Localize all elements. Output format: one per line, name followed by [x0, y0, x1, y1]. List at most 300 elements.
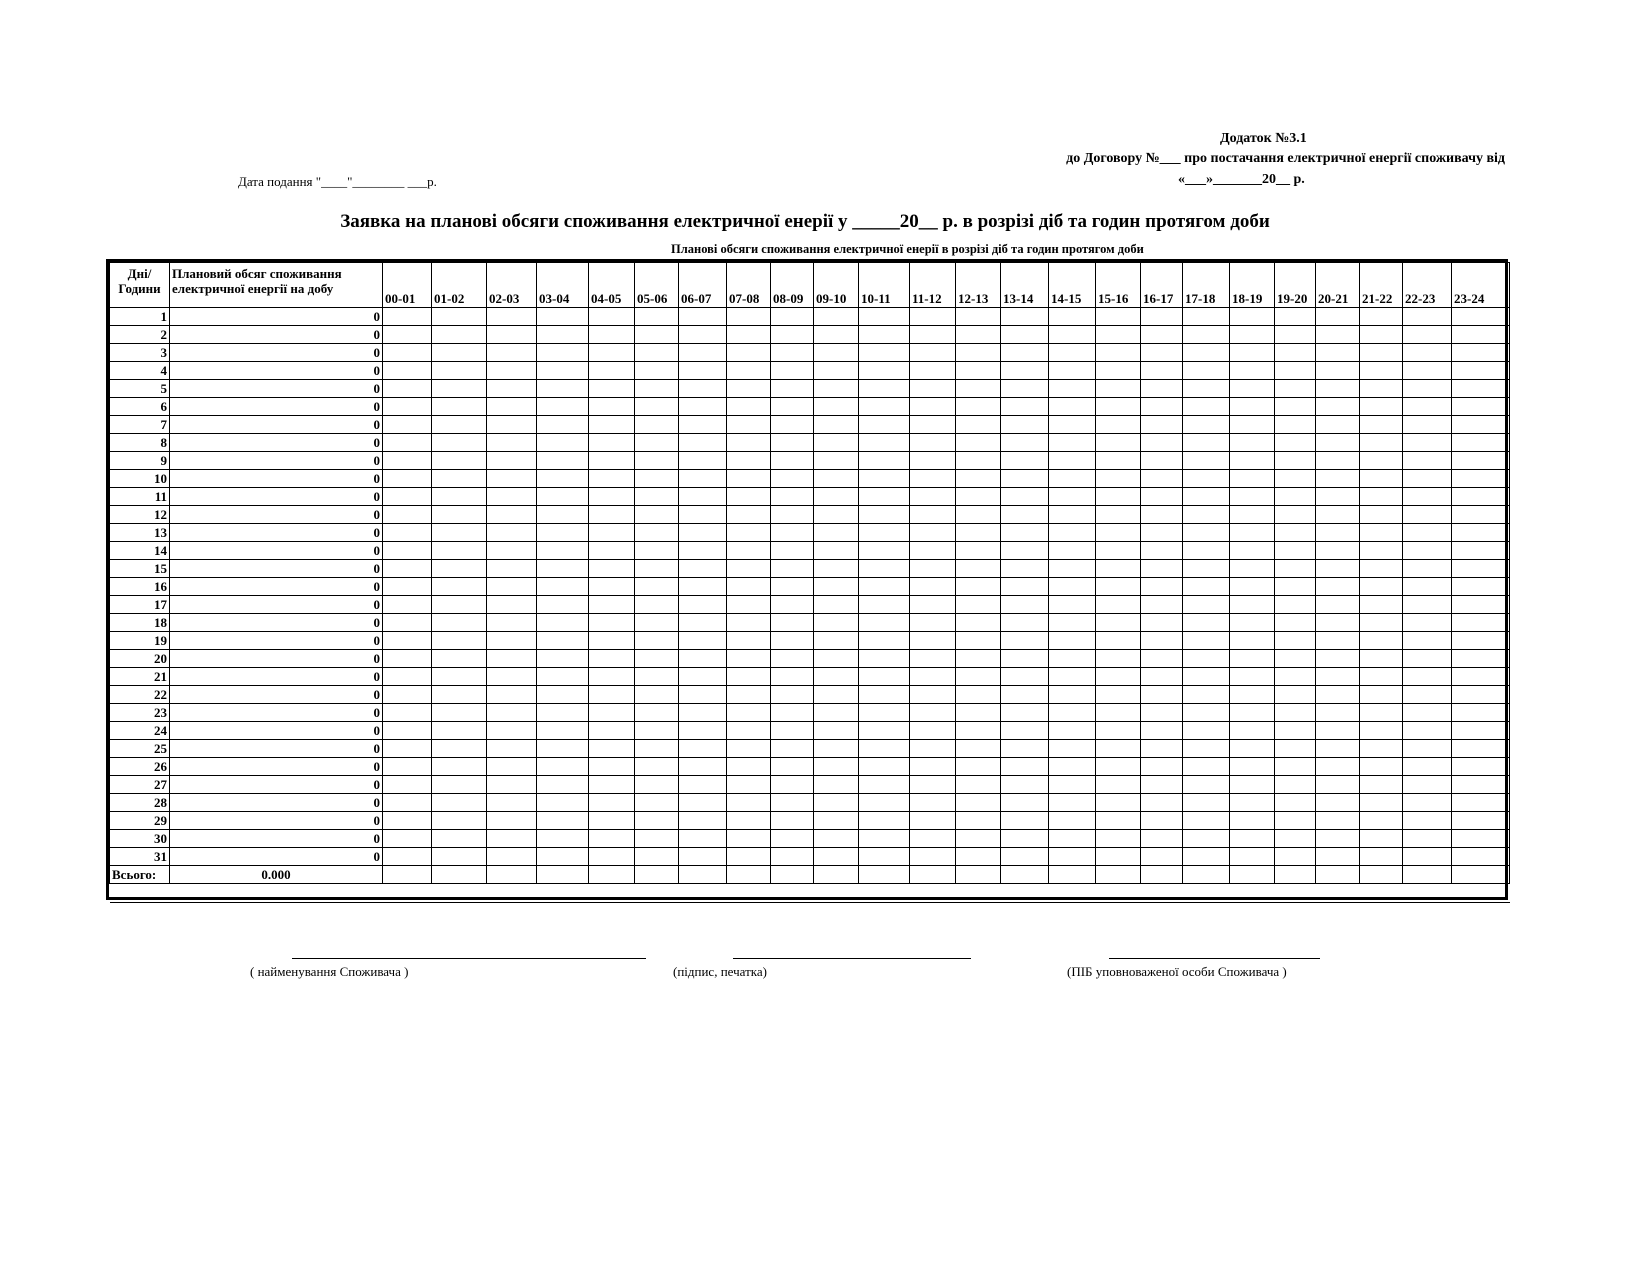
hourly-volume-cell[interactable]: [1230, 524, 1275, 542]
hourly-volume-cell[interactable]: [1230, 380, 1275, 398]
hourly-volume-cell[interactable]: [1275, 470, 1316, 488]
hourly-volume-cell[interactable]: [727, 578, 771, 596]
hourly-volume-cell[interactable]: [635, 398, 679, 416]
hourly-volume-cell[interactable]: [383, 704, 432, 722]
hourly-volume-cell[interactable]: [432, 686, 487, 704]
hourly-volume-cell[interactable]: [956, 416, 1001, 434]
hourly-volume-cell[interactable]: [727, 470, 771, 488]
hourly-volume-cell[interactable]: [859, 452, 910, 470]
hourly-volume-cell[interactable]: [432, 758, 487, 776]
hourly-volume-cell[interactable]: [679, 452, 727, 470]
hourly-volume-cell[interactable]: [1096, 686, 1141, 704]
hourly-volume-cell[interactable]: [1360, 416, 1403, 434]
hourly-volume-cell[interactable]: [1316, 560, 1360, 578]
hourly-volume-cell[interactable]: [1452, 506, 1510, 524]
hourly-volume-cell[interactable]: [910, 614, 956, 632]
hourly-volume-cell[interactable]: [1316, 308, 1360, 326]
hourly-volume-cell[interactable]: [727, 668, 771, 686]
hourly-volume-cell[interactable]: [679, 362, 727, 380]
hourly-volume-cell[interactable]: [1360, 308, 1403, 326]
hourly-volume-cell[interactable]: [1403, 506, 1452, 524]
hourly-volume-cell[interactable]: [910, 362, 956, 380]
hourly-volume-cell[interactable]: [1049, 488, 1096, 506]
hourly-volume-cell[interactable]: [771, 776, 814, 794]
hourly-volume-cell[interactable]: [814, 596, 859, 614]
hourly-volume-cell[interactable]: [1452, 614, 1510, 632]
hourly-volume-cell[interactable]: [537, 470, 589, 488]
hourly-volume-cell[interactable]: [1275, 308, 1316, 326]
hourly-volume-cell[interactable]: [383, 542, 432, 560]
hourly-volume-cell[interactable]: [1360, 362, 1403, 380]
hourly-volume-cell[interactable]: [727, 308, 771, 326]
hourly-volume-cell[interactable]: [771, 542, 814, 560]
daily-volume-cell[interactable]: 0: [170, 776, 383, 794]
hourly-volume-cell[interactable]: [679, 704, 727, 722]
hourly-volume-cell[interactable]: [487, 776, 537, 794]
hourly-volume-cell[interactable]: [1452, 362, 1510, 380]
hourly-volume-cell[interactable]: [635, 722, 679, 740]
hourly-volume-cell[interactable]: [432, 326, 487, 344]
hourly-volume-cell[interactable]: [910, 506, 956, 524]
hourly-volume-cell[interactable]: [727, 740, 771, 758]
hourly-volume-cell[interactable]: [1183, 722, 1230, 740]
hourly-volume-cell[interactable]: [1096, 308, 1141, 326]
hourly-volume-cell[interactable]: [771, 578, 814, 596]
hourly-volume-cell[interactable]: [1001, 344, 1049, 362]
hourly-volume-cell[interactable]: [383, 776, 432, 794]
hourly-volume-cell[interactable]: [771, 308, 814, 326]
hourly-volume-cell[interactable]: [814, 506, 859, 524]
hourly-volume-cell[interactable]: [1452, 398, 1510, 416]
hourly-volume-cell[interactable]: [727, 812, 771, 830]
hourly-volume-cell[interactable]: [383, 830, 432, 848]
hourly-volume-cell[interactable]: [1183, 416, 1230, 434]
hourly-volume-cell[interactable]: [635, 686, 679, 704]
hourly-volume-cell[interactable]: [1096, 344, 1141, 362]
hourly-volume-cell[interactable]: [859, 704, 910, 722]
hourly-volume-cell[interactable]: [910, 416, 956, 434]
hourly-volume-cell[interactable]: [910, 776, 956, 794]
hourly-volume-cell[interactable]: [727, 596, 771, 614]
hourly-volume-cell[interactable]: [537, 758, 589, 776]
hourly-volume-cell[interactable]: [589, 542, 635, 560]
hourly-volume-cell[interactable]: [1183, 848, 1230, 866]
hourly-volume-cell[interactable]: [1001, 794, 1049, 812]
hourly-volume-cell[interactable]: [1316, 758, 1360, 776]
hourly-volume-cell[interactable]: [1230, 650, 1275, 668]
hourly-volume-cell[interactable]: [383, 380, 432, 398]
daily-volume-cell[interactable]: 0: [170, 830, 383, 848]
hourly-volume-cell[interactable]: [383, 812, 432, 830]
hourly-volume-cell[interactable]: [1230, 308, 1275, 326]
daily-volume-cell[interactable]: 0: [170, 434, 383, 452]
hourly-volume-cell[interactable]: [432, 632, 487, 650]
hourly-volume-cell[interactable]: [679, 668, 727, 686]
hourly-volume-cell[interactable]: [956, 776, 1001, 794]
hourly-volume-cell[interactable]: [1001, 560, 1049, 578]
hourly-volume-cell[interactable]: [814, 434, 859, 452]
hourly-volume-cell[interactable]: [383, 758, 432, 776]
hourly-volume-cell[interactable]: [1403, 740, 1452, 758]
hourly-volume-cell[interactable]: [910, 596, 956, 614]
hourly-volume-cell[interactable]: [956, 632, 1001, 650]
hourly-volume-cell[interactable]: [727, 524, 771, 542]
hourly-volume-cell[interactable]: [1316, 848, 1360, 866]
hourly-volume-cell[interactable]: [1049, 722, 1096, 740]
hourly-volume-cell[interactable]: [1452, 740, 1510, 758]
daily-volume-cell[interactable]: 0: [170, 614, 383, 632]
hourly-volume-cell[interactable]: [727, 830, 771, 848]
hourly-volume-cell[interactable]: [910, 704, 956, 722]
hourly-volume-cell[interactable]: [1096, 326, 1141, 344]
hourly-volume-cell[interactable]: [1403, 722, 1452, 740]
hourly-volume-cell[interactable]: [1230, 704, 1275, 722]
hourly-volume-cell[interactable]: [1049, 704, 1096, 722]
hourly-volume-cell[interactable]: [537, 596, 589, 614]
hourly-volume-cell[interactable]: [727, 776, 771, 794]
hourly-volume-cell[interactable]: [814, 560, 859, 578]
hourly-volume-cell[interactable]: [1316, 650, 1360, 668]
hourly-volume-cell[interactable]: [1452, 380, 1510, 398]
hourly-volume-cell[interactable]: [814, 614, 859, 632]
hourly-volume-cell[interactable]: [1452, 722, 1510, 740]
hourly-volume-cell[interactable]: [859, 848, 910, 866]
hourly-volume-cell[interactable]: [1360, 740, 1403, 758]
hourly-volume-cell[interactable]: [771, 830, 814, 848]
hourly-volume-cell[interactable]: [1360, 758, 1403, 776]
hourly-volume-cell[interactable]: [1183, 308, 1230, 326]
hourly-volume-cell[interactable]: [1183, 758, 1230, 776]
hourly-volume-cell[interactable]: [1141, 326, 1183, 344]
hourly-volume-cell[interactable]: [1275, 650, 1316, 668]
hourly-volume-cell[interactable]: [432, 344, 487, 362]
hourly-volume-cell[interactable]: [1403, 488, 1452, 506]
hourly-volume-cell[interactable]: [1230, 344, 1275, 362]
hourly-volume-cell[interactable]: [635, 794, 679, 812]
hourly-volume-cell[interactable]: [910, 632, 956, 650]
hourly-volume-cell[interactable]: [1452, 758, 1510, 776]
hourly-volume-cell[interactable]: [487, 578, 537, 596]
hourly-volume-cell[interactable]: [859, 596, 910, 614]
hourly-volume-cell[interactable]: [859, 326, 910, 344]
hourly-volume-cell[interactable]: [1183, 362, 1230, 380]
hourly-volume-cell[interactable]: [589, 578, 635, 596]
hourly-volume-cell[interactable]: [383, 722, 432, 740]
hourly-volume-cell[interactable]: [1316, 416, 1360, 434]
hourly-volume-cell[interactable]: [1452, 470, 1510, 488]
hourly-volume-cell[interactable]: [727, 758, 771, 776]
daily-volume-cell[interactable]: 0: [170, 416, 383, 434]
hourly-volume-cell[interactable]: [1141, 488, 1183, 506]
hourly-volume-cell[interactable]: [1183, 614, 1230, 632]
hourly-volume-cell[interactable]: [1141, 776, 1183, 794]
daily-volume-cell[interactable]: 0: [170, 794, 383, 812]
hourly-volume-cell[interactable]: [1096, 452, 1141, 470]
hourly-volume-cell[interactable]: [814, 380, 859, 398]
hourly-volume-cell[interactable]: [1275, 560, 1316, 578]
hourly-volume-cell[interactable]: [910, 722, 956, 740]
hourly-volume-cell[interactable]: [771, 470, 814, 488]
hourly-volume-cell[interactable]: [1141, 596, 1183, 614]
hourly-volume-cell[interactable]: [956, 650, 1001, 668]
hourly-volume-cell[interactable]: [432, 362, 487, 380]
hourly-volume-cell[interactable]: [1096, 614, 1141, 632]
hourly-volume-cell[interactable]: [1096, 794, 1141, 812]
hourly-volume-cell[interactable]: [814, 812, 859, 830]
hourly-volume-cell[interactable]: [1001, 416, 1049, 434]
hourly-volume-cell[interactable]: [1049, 380, 1096, 398]
hourly-volume-cell[interactable]: [1316, 380, 1360, 398]
hourly-volume-cell[interactable]: [487, 488, 537, 506]
hourly-volume-cell[interactable]: [383, 794, 432, 812]
hourly-volume-cell[interactable]: [1275, 380, 1316, 398]
hourly-volume-cell[interactable]: [859, 650, 910, 668]
hourly-volume-cell[interactable]: [1049, 560, 1096, 578]
hourly-volume-cell[interactable]: [1275, 596, 1316, 614]
hourly-volume-cell[interactable]: [537, 722, 589, 740]
hourly-volume-cell[interactable]: [589, 668, 635, 686]
hourly-volume-cell[interactable]: [910, 326, 956, 344]
hourly-volume-cell[interactable]: [1452, 686, 1510, 704]
hourly-volume-cell[interactable]: [1403, 830, 1452, 848]
hourly-volume-cell[interactable]: [814, 308, 859, 326]
hourly-volume-cell[interactable]: [1141, 506, 1183, 524]
hourly-volume-cell[interactable]: [1452, 560, 1510, 578]
hourly-volume-cell[interactable]: [859, 524, 910, 542]
hourly-volume-cell[interactable]: [589, 524, 635, 542]
hourly-volume-cell[interactable]: [383, 632, 432, 650]
hourly-volume-cell[interactable]: [432, 722, 487, 740]
hourly-volume-cell[interactable]: [432, 398, 487, 416]
hourly-volume-cell[interactable]: [771, 560, 814, 578]
hourly-volume-cell[interactable]: [814, 776, 859, 794]
daily-volume-cell[interactable]: 0: [170, 578, 383, 596]
hourly-volume-cell[interactable]: [1403, 632, 1452, 650]
hourly-volume-cell[interactable]: [814, 578, 859, 596]
hourly-volume-cell[interactable]: [635, 614, 679, 632]
hourly-volume-cell[interactable]: [635, 344, 679, 362]
hourly-volume-cell[interactable]: [537, 614, 589, 632]
hourly-volume-cell[interactable]: [432, 452, 487, 470]
hourly-volume-cell[interactable]: [635, 308, 679, 326]
hourly-volume-cell[interactable]: [1049, 794, 1096, 812]
hourly-volume-cell[interactable]: [1001, 650, 1049, 668]
hourly-volume-cell[interactable]: [1316, 722, 1360, 740]
hourly-volume-cell[interactable]: [1403, 362, 1452, 380]
hourly-volume-cell[interactable]: [1096, 668, 1141, 686]
hourly-volume-cell[interactable]: [1230, 596, 1275, 614]
hourly-volume-cell[interactable]: [1275, 668, 1316, 686]
hourly-volume-cell[interactable]: [679, 326, 727, 344]
hourly-volume-cell[interactable]: [1230, 542, 1275, 560]
hourly-volume-cell[interactable]: [487, 452, 537, 470]
hourly-volume-cell[interactable]: [1049, 524, 1096, 542]
hourly-volume-cell[interactable]: [1049, 470, 1096, 488]
hourly-volume-cell[interactable]: [1096, 416, 1141, 434]
hourly-volume-cell[interactable]: [537, 776, 589, 794]
hourly-volume-cell[interactable]: [383, 452, 432, 470]
hourly-volume-cell[interactable]: [679, 812, 727, 830]
hourly-volume-cell[interactable]: [432, 596, 487, 614]
hourly-volume-cell[interactable]: [537, 812, 589, 830]
hourly-volume-cell[interactable]: [859, 488, 910, 506]
hourly-volume-cell[interactable]: [589, 470, 635, 488]
hourly-volume-cell[interactable]: [679, 524, 727, 542]
hourly-volume-cell[interactable]: [1316, 452, 1360, 470]
hourly-volume-cell[interactable]: [814, 542, 859, 560]
hourly-volume-cell[interactable]: [537, 506, 589, 524]
hourly-volume-cell[interactable]: [432, 380, 487, 398]
hourly-volume-cell[interactable]: [1183, 542, 1230, 560]
hourly-volume-cell[interactable]: [537, 398, 589, 416]
hourly-volume-cell[interactable]: [859, 542, 910, 560]
hourly-volume-cell[interactable]: [487, 704, 537, 722]
hourly-volume-cell[interactable]: [1452, 542, 1510, 560]
hourly-volume-cell[interactable]: [1183, 704, 1230, 722]
hourly-volume-cell[interactable]: [635, 848, 679, 866]
hourly-volume-cell[interactable]: [1452, 524, 1510, 542]
hourly-volume-cell[interactable]: [1403, 416, 1452, 434]
hourly-volume-cell[interactable]: [1141, 848, 1183, 866]
hourly-volume-cell[interactable]: [1096, 776, 1141, 794]
hourly-volume-cell[interactable]: [1360, 578, 1403, 596]
hourly-volume-cell[interactable]: [537, 578, 589, 596]
hourly-volume-cell[interactable]: [537, 830, 589, 848]
hourly-volume-cell[interactable]: [1049, 848, 1096, 866]
hourly-volume-cell[interactable]: [383, 596, 432, 614]
hourly-volume-cell[interactable]: [1275, 452, 1316, 470]
hourly-volume-cell[interactable]: [1403, 758, 1452, 776]
hourly-volume-cell[interactable]: [1360, 470, 1403, 488]
hourly-volume-cell[interactable]: [1141, 722, 1183, 740]
hourly-volume-cell[interactable]: [814, 470, 859, 488]
hourly-volume-cell[interactable]: [956, 362, 1001, 380]
hourly-volume-cell[interactable]: [1230, 416, 1275, 434]
hourly-volume-cell[interactable]: [487, 668, 537, 686]
hourly-volume-cell[interactable]: [1096, 848, 1141, 866]
hourly-volume-cell[interactable]: [1230, 740, 1275, 758]
hourly-volume-cell[interactable]: [727, 326, 771, 344]
hourly-volume-cell[interactable]: [910, 542, 956, 560]
hourly-volume-cell[interactable]: [1141, 830, 1183, 848]
hourly-volume-cell[interactable]: [1403, 812, 1452, 830]
hourly-volume-cell[interactable]: [1230, 362, 1275, 380]
hourly-volume-cell[interactable]: [383, 326, 432, 344]
hourly-volume-cell[interactable]: [589, 434, 635, 452]
hourly-volume-cell[interactable]: [1316, 632, 1360, 650]
hourly-volume-cell[interactable]: [956, 596, 1001, 614]
hourly-volume-cell[interactable]: [910, 794, 956, 812]
hourly-volume-cell[interactable]: [383, 524, 432, 542]
hourly-volume-cell[interactable]: [1403, 326, 1452, 344]
hourly-volume-cell[interactable]: [1452, 848, 1510, 866]
hourly-volume-cell[interactable]: [1230, 326, 1275, 344]
hourly-volume-cell[interactable]: [956, 686, 1001, 704]
hourly-volume-cell[interactable]: [1001, 758, 1049, 776]
hourly-volume-cell[interactable]: [1183, 398, 1230, 416]
hourly-volume-cell[interactable]: [1230, 668, 1275, 686]
hourly-volume-cell[interactable]: [956, 722, 1001, 740]
hourly-volume-cell[interactable]: [383, 668, 432, 686]
hourly-volume-cell[interactable]: [679, 542, 727, 560]
hourly-volume-cell[interactable]: [589, 776, 635, 794]
hourly-volume-cell[interactable]: [1049, 578, 1096, 596]
hourly-volume-cell[interactable]: [727, 506, 771, 524]
hourly-volume-cell[interactable]: [1275, 686, 1316, 704]
hourly-volume-cell[interactable]: [679, 470, 727, 488]
hourly-volume-cell[interactable]: [727, 614, 771, 632]
hourly-volume-cell[interactable]: [1452, 632, 1510, 650]
hourly-volume-cell[interactable]: [1360, 614, 1403, 632]
hourly-volume-cell[interactable]: [1001, 362, 1049, 380]
hourly-volume-cell[interactable]: [537, 686, 589, 704]
hourly-volume-cell[interactable]: [1275, 506, 1316, 524]
hourly-volume-cell[interactable]: [1096, 398, 1141, 416]
hourly-volume-cell[interactable]: [1001, 578, 1049, 596]
hourly-volume-cell[interactable]: [679, 344, 727, 362]
hourly-volume-cell[interactable]: [1403, 704, 1452, 722]
hourly-volume-cell[interactable]: [1275, 740, 1316, 758]
daily-volume-cell[interactable]: 0: [170, 398, 383, 416]
hourly-volume-cell[interactable]: [859, 830, 910, 848]
hourly-volume-cell[interactable]: [537, 308, 589, 326]
hourly-volume-cell[interactable]: [679, 578, 727, 596]
hourly-volume-cell[interactable]: [383, 506, 432, 524]
hourly-volume-cell[interactable]: [1403, 524, 1452, 542]
hourly-volume-cell[interactable]: [1316, 794, 1360, 812]
daily-volume-cell[interactable]: 0: [170, 488, 383, 506]
hourly-volume-cell[interactable]: [635, 326, 679, 344]
hourly-volume-cell[interactable]: [1001, 812, 1049, 830]
hourly-volume-cell[interactable]: [537, 632, 589, 650]
hourly-volume-cell[interactable]: [771, 722, 814, 740]
hourly-volume-cell[interactable]: [1403, 560, 1452, 578]
hourly-volume-cell[interactable]: [771, 650, 814, 668]
hourly-volume-cell[interactable]: [859, 344, 910, 362]
hourly-volume-cell[interactable]: [383, 740, 432, 758]
hourly-volume-cell[interactable]: [910, 470, 956, 488]
hourly-volume-cell[interactable]: [1183, 560, 1230, 578]
hourly-volume-cell[interactable]: [589, 614, 635, 632]
daily-volume-cell[interactable]: 0: [170, 722, 383, 740]
hourly-volume-cell[interactable]: [383, 488, 432, 506]
hourly-volume-cell[interactable]: [487, 380, 537, 398]
hourly-volume-cell[interactable]: [910, 650, 956, 668]
hourly-volume-cell[interactable]: [1230, 848, 1275, 866]
hourly-volume-cell[interactable]: [635, 470, 679, 488]
hourly-volume-cell[interactable]: [432, 560, 487, 578]
hourly-volume-cell[interactable]: [859, 398, 910, 416]
hourly-volume-cell[interactable]: [1452, 344, 1510, 362]
hourly-volume-cell[interactable]: [771, 344, 814, 362]
hourly-volume-cell[interactable]: [537, 416, 589, 434]
hourly-volume-cell[interactable]: [1001, 326, 1049, 344]
hourly-volume-cell[interactable]: [589, 596, 635, 614]
hourly-volume-cell[interactable]: [771, 596, 814, 614]
hourly-volume-cell[interactable]: [1316, 506, 1360, 524]
hourly-volume-cell[interactable]: [727, 434, 771, 452]
hourly-volume-cell[interactable]: [1183, 524, 1230, 542]
hourly-volume-cell[interactable]: [1360, 830, 1403, 848]
hourly-volume-cell[interactable]: [1049, 452, 1096, 470]
hourly-volume-cell[interactable]: [1360, 848, 1403, 866]
hourly-volume-cell[interactable]: [1360, 794, 1403, 812]
hourly-volume-cell[interactable]: [635, 542, 679, 560]
hourly-volume-cell[interactable]: [771, 794, 814, 812]
hourly-volume-cell[interactable]: [814, 686, 859, 704]
hourly-volume-cell[interactable]: [814, 758, 859, 776]
hourly-volume-cell[interactable]: [910, 380, 956, 398]
